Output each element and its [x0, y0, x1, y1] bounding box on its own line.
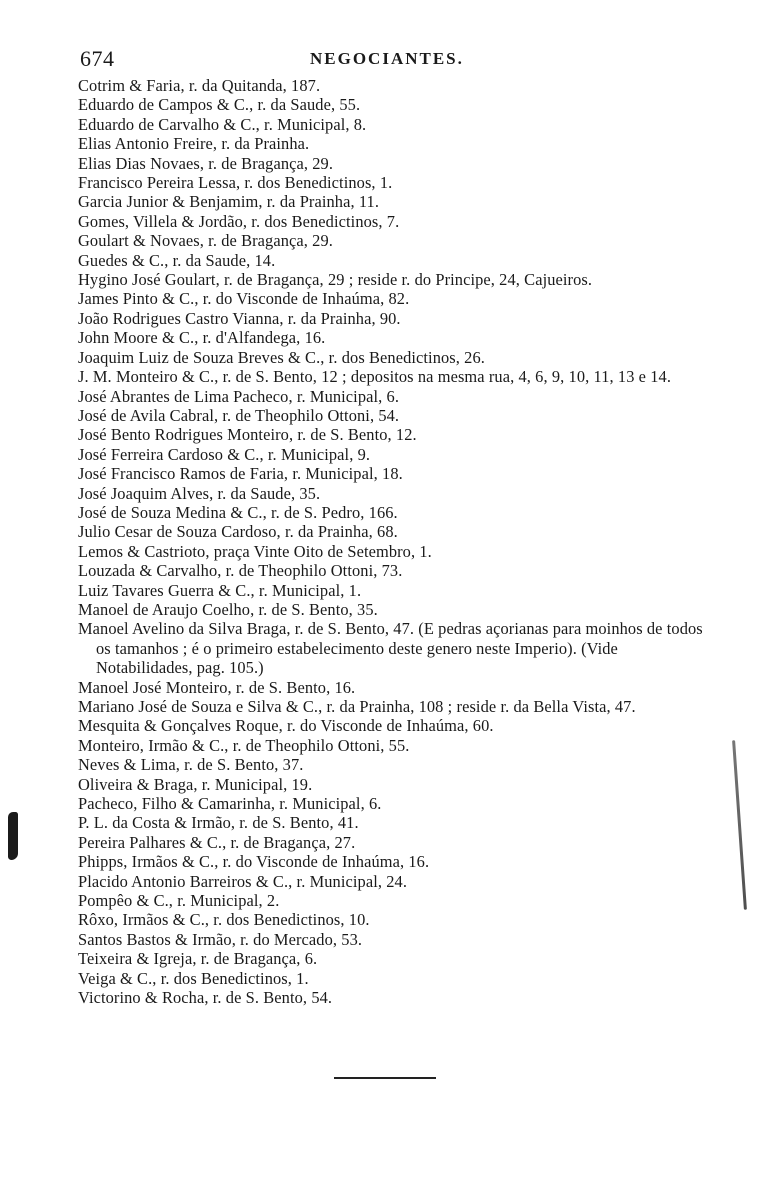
- list-item: José de Avila Cabral, r. de Theophilo Ottoni, 54.: [78, 405, 400, 425]
- list-item: Louzada & Carvalho, r. de Theophilo Ottoni, 73.: [78, 561, 403, 581]
- list-item: Gomes, Villela & Jordão, r. dos Benedictinos, 7.: [78, 211, 400, 231]
- list-item: James Pinto & C., r. do Visconde de Inhaúma, 82.: [78, 289, 410, 309]
- ink-blot-mark: [8, 812, 18, 860]
- list-item: Manoel Avelino da Silva Braga, r. de S. Bento, 47. (E pedras açorianas para moinhos de todos os tamanhos ; é o primeiro estabelecimento deste genero neste Imperio). (Vide Notabilidades, pag. 105.): [78, 619, 703, 678]
- merchant-list: [78, 76, 718, 1008]
- list-item: J. M. Monteiro & C., r. de S. Bento, 12 ; depositos na mesma rua, 4, 6, 9, 10, 11, 13 e 14.: [78, 367, 672, 387]
- list-item: Guedes & C., r. da Saude, 14.: [78, 250, 276, 270]
- margin-line-mark: [732, 740, 747, 910]
- list-item: John Moore & C., r. d'Alfandega, 16.: [78, 328, 326, 348]
- list-item: José Ferreira Cardoso & C., r. Municipal, 9.: [78, 444, 371, 464]
- list-item: Luiz Tavares Guerra & C., r. Municipal, 1.: [78, 580, 362, 600]
- list-item: Rôxo, Irmãos & C., r. dos Benedictinos, 10.: [78, 910, 370, 930]
- list-item: José Bento Rodrigues Monteiro, r. de S. Bento, 12.: [78, 425, 417, 445]
- list-item: Phipps, Irmãos & C., r. do Visconde de Inhaúma, 16.: [78, 852, 430, 872]
- list-item: Elias Antonio Freire, r. da Prainha.: [78, 134, 310, 154]
- list-item: Joaquim Luiz de Souza Breves & C., r. dos Benedictinos, 26.: [78, 347, 485, 367]
- list-item: Neves & Lima, r. de S. Bento, 37.: [78, 755, 304, 775]
- list-item: Santos Bastos & Irmão, r. do Mercado, 53.: [78, 929, 363, 949]
- list-item: Victorino & Rocha, r. de S. Bento, 54.: [78, 988, 333, 1008]
- closing-rule: [334, 1077, 436, 1079]
- list-item: João Rodrigues Castro Vianna, r. da Prainha, 90.: [78, 308, 401, 328]
- list-item: Teixeira & Igreja, r. de Bragança, 6.: [78, 949, 318, 969]
- list-item: Mesquita & Gonçalves Roque, r. do Visconde de Inhaúma, 60.: [78, 716, 494, 736]
- list-item: José Abrantes de Lima Pacheco, r. Municipal, 6.: [78, 386, 400, 406]
- list-item: Veiga & C., r. dos Benedictinos, 1.: [78, 968, 309, 988]
- list-item: José Joaquim Alves, r. da Saude, 35.: [78, 483, 321, 503]
- list-item: Pompêo & C., r. Municipal, 2.: [78, 891, 280, 911]
- page-number: 674: [80, 46, 115, 71]
- list-item: Hygino José Goulart, r. de Bragança, 29 ; reside r. do Principe, 24, Cajueiros.: [78, 270, 593, 290]
- list-item: Manoel de Araujo Coelho, r. de S. Bento, 35.: [78, 599, 378, 619]
- list-item: Oliveira & Braga, r. Municipal, 19.: [78, 774, 313, 794]
- page-header: [80, 46, 720, 74]
- running-title: NEGOCIANTES.: [310, 49, 464, 68]
- list-item: Monteiro, Irmão & C., r. de Theophilo Ottoni, 55.: [78, 735, 410, 755]
- list-item: Elias Dias Novaes, r. de Bragança, 29.: [78, 153, 334, 173]
- list-item: José Francisco Ramos de Faria, r. Municipal, 18.: [78, 464, 403, 484]
- list-item: Eduardo de Campos & C., r. da Saude, 55.: [78, 95, 361, 115]
- list-item: Placido Antonio Barreiros & C., r. Municipal, 24.: [78, 871, 408, 891]
- list-item: Goulart & Novaes, r. de Bragança, 29.: [78, 231, 333, 251]
- list-item: P. L. da Costa & Irmão, r. de S. Bento, 41.: [78, 813, 359, 833]
- list-item: Manoel José Monteiro, r. de S. Bento, 16.: [78, 677, 356, 697]
- list-item: Eduardo de Carvalho & C., r. Municipal, 8.: [78, 114, 367, 134]
- list-item: José de Souza Medina & C., r. de S. Pedro, 166.: [78, 502, 398, 522]
- list-item: Francisco Pereira Lessa, r. dos Benedictinos, 1.: [78, 173, 393, 193]
- list-item: Cotrim & Faria, r. da Quitanda, 187.: [78, 76, 321, 95]
- list-item: Garcia Junior & Benjamim, r. da Prainha, 11.: [78, 192, 380, 212]
- list-item: Mariano José de Souza e Silva & C., r. da Prainha, 108 ; reside r. da Bella Vista, 47.: [78, 697, 636, 716]
- list-item: Julio Cesar de Souza Cardoso, r. da Prainha, 68.: [78, 522, 398, 542]
- list-item: Pacheco, Filho & Camarinha, r. Municipal, 6.: [78, 794, 382, 814]
- list-item: Pereira Palhares & C., r. de Bragança, 27.: [78, 832, 356, 852]
- list-item: Lemos & Castrioto, praça Vinte Oito de Setembro, 1.: [78, 541, 432, 561]
